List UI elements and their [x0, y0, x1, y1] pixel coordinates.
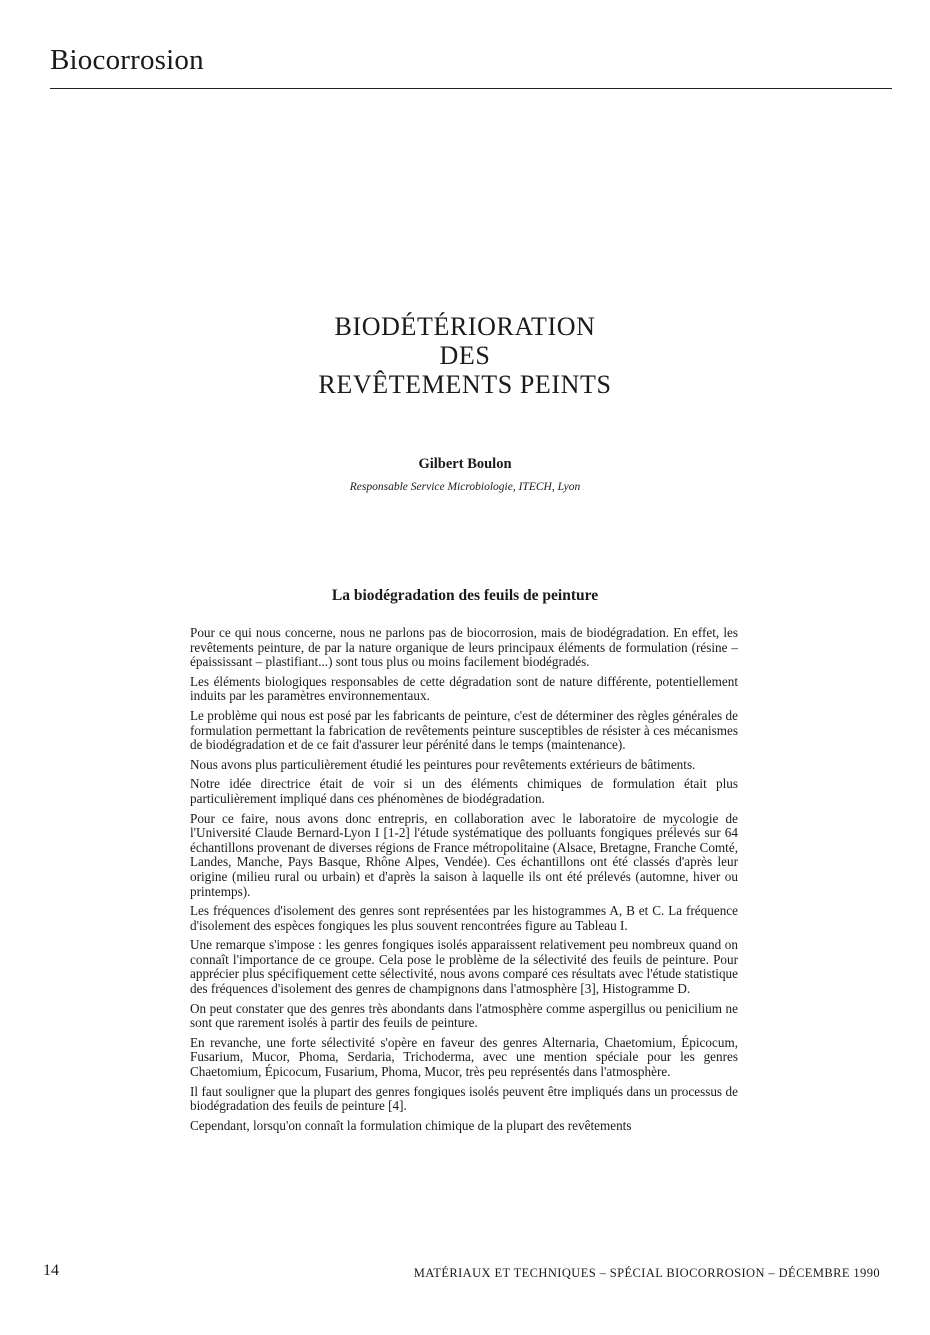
- body-text: [190, 626, 738, 1138]
- paragraph: Les fréquences d'isolement des genres sont représentées par les histogrammes A, B et C. La fréquence d'isolement des espèces fongiques les plus souvent rencontrées figure au Tableau I.: [190, 903, 738, 933]
- page-number: 14: [43, 1262, 59, 1279]
- title-line: DES: [439, 341, 491, 370]
- running-head: Biocorrosion: [50, 44, 204, 76]
- paragraph: Le problème qui nous est posé par les fabricants de peinture, c'est de déterminer des règles générales de formulation permettant la fabrication de revêtements peinture susceptibles de résister à ces mécanismes de biodégradation et de ce fait d'assurer leur pérénité dans le temps (maintenance).: [190, 707, 738, 753]
- header-rule: [50, 88, 892, 89]
- author-affiliation: Responsable Service Microbiologie, ITECH, Lyon: [349, 481, 581, 493]
- article-title: [190, 312, 740, 399]
- paragraph: Nous avons plus particulièrement étudié les peintures pour revêtements extérieurs de bâtiments.: [190, 756, 696, 772]
- paragraph: Cependant, lorsqu'on connaît la formulation chimique de la plupart des revêtements: [190, 1117, 632, 1133]
- section-heading: La biodégradation des feuils de peinture: [331, 587, 599, 604]
- title-line: REVÊTEMENTS PEINTS: [318, 370, 612, 399]
- journal-footer: MATÉRIAUX ET TECHNIQUES – SPÉCIAL BIOCORROSION – DÉCEMBRE 1990: [413, 1266, 880, 1280]
- paragraph: Les éléments biologiques responsables de cette dégradation sont de nature différente, potentiellement induits par les paramètres environnementaux.: [190, 673, 738, 704]
- author-name: Gilbert Boulon: [418, 456, 512, 472]
- paragraph: Une remarque s'impose : les genres fongiques isolés apparaissent relativement peu nombreux quand on connaît l'importance de ce groupe. Cela pose le problème de la sélectivité des feuils de peinture. Pour apprécier plus spécifiquement cette sélectivité, nous avons comparé ces résultats avec l'étude statistique des fréquences d'isolement des genres de champignons dans l'atmosphère [3], Histogramme D.: [190, 937, 738, 997]
- paragraph: Notre idée directrice était de voir si un des éléments chimiques de formulation était plus particulièrement impliqué dans ces phénomènes de biodégradation.: [190, 776, 738, 806]
- paragraph: On peut constater que des genres très abondants dans l'atmosphère comme aspergillus ou penicilium ne sont que rarement isolés à partir des feuils de peinture.: [190, 1000, 738, 1031]
- paragraph: En revanche, une forte sélectivité s'opère en faveur des genres Alternaria, Chaetomium, Épicocum, Fusarium, Mucor, Phoma, Serdaria, Trichoderma, avec une mention spéciale pour les genres Chaetomium, Épicocum, Fusarium, Phoma, Mucor, très peu représentés dans l'atmosphère.: [190, 1034, 738, 1080]
- paragraph: Il faut souligner que la plupart des genres fongiques isolés peuvent être impliqués dans un processus de biodégradation des feuils de peinture [4].: [190, 1083, 738, 1114]
- paragraph: Pour ce faire, nous avons donc entrepris, en collaboration avec le laboratoire de mycologie de l'Université Claude Bernard-Lyon I [1-2] l'étude systématique des polluants fongiques prélevés sur 64 échantillons provenant de diverses régions de France métropolitaine (Alsace, Bretagne, Franche Comté, Landes, Manche, Pays Basque, Rhône Alpes, Vendée). Ces échantillons ont été classés d'après leur origine (milieu rural ou urbain) et d'après la saison à laquelle ils ont été prélevés (automne, hiver ou printemps).: [190, 810, 738, 899]
- title-line: BIODÉTÉRIORATION: [334, 312, 596, 341]
- paragraph: Pour ce qui nous concerne, nous ne parlons pas de biocorrosion, mais de biodégradation. En effet, les revêtements peinture, de par la nature organique de leurs principaux éléments de formulation (résine – épaississant – plastifiant...) sont tous plus ou moins facilement biodégradés.: [190, 625, 738, 670]
